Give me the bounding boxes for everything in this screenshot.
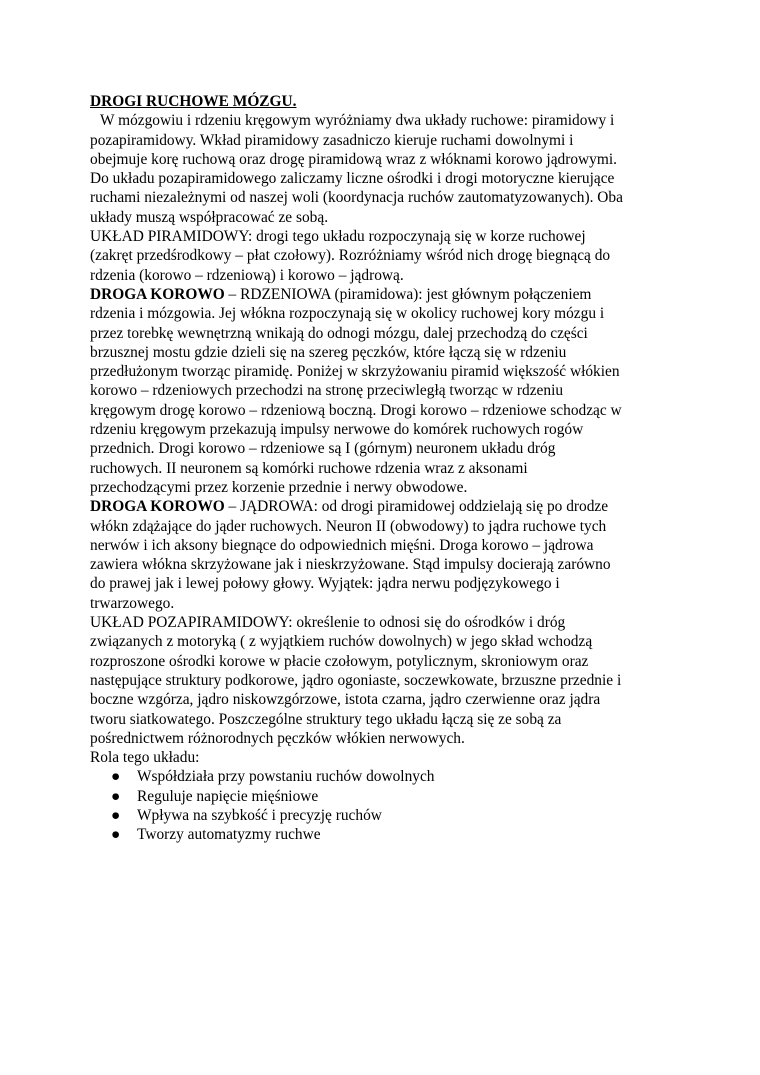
paragraph-line: następujące struktury podkorowe, jądro ogoniaste, soczewkowate, brzuszne przednie i — [90, 671, 622, 689]
list-item-text: Współdziała przy powstaniu ruchów dowolnych — [137, 768, 435, 786]
rola-list — [90, 767, 668, 844]
paragraph-line: kręgowym drogę korowo – rdzeniową boczną. Drogi korowo – rdzeniowe schodząc w — [90, 401, 622, 419]
list-item — [90, 825, 668, 844]
paragraph-line: rdzenia i mózgowia. Jej włókna rozpoczynają się w okolicy ruchowej kory mózgu i — [90, 305, 605, 323]
section-lead: DROGA KOROWO — [90, 285, 225, 303]
paragraph-line: rozproszone ośrodki korowe w płacie czołowym, potylicznym, skroniowym oraz — [90, 652, 589, 670]
paragraph-line: związanych z motoryką ( z wyjątkiem ruchów dowolnych) w jego skład wchodzą — [90, 633, 593, 651]
document-title: DROGI RUCHOWE MÓZGU. — [90, 93, 297, 110]
paragraph-line: rdzenia (korowo – rdzeniową) i korowo – jądrową. — [90, 266, 404, 284]
paragraph-line: nerwów i ich aksony biegnące do odpowiednich mięśni. Droga korowo – jądrowa — [90, 536, 594, 554]
uklad-pozapiramidowy-paragraph — [90, 613, 668, 748]
paragraph-first-line — [90, 285, 668, 304]
paragraph-line: zawiera włókna skrzyżowane jak i nieskrzyżowane. Stąd impulsy docierają zarówno — [90, 556, 611, 574]
paragraph-line: (zakręt przedśrodkowy – płat czołowy). Rozróżniamy wśród nich drogę biegnącą do — [90, 247, 611, 265]
korowo-jadrowa-paragraph — [90, 497, 668, 613]
document-page — [90, 92, 668, 845]
intro-paragraph — [90, 111, 668, 227]
intro-line: obejmuje korę ruchową oraz drogę piramidową wraz z włóknami korowo jądrowymi. — [90, 150, 617, 168]
rola-heading: Rola tego układu: — [90, 749, 200, 767]
paragraph-line: rdzeniu kręgowym przekazują impulsy nerwowe do komórek ruchowych rogów — [90, 421, 584, 439]
list-item-text: Reguluje napięcie mięśniowe — [137, 787, 319, 805]
list-item-text: Wpływa na szybkość i precyzję ruchów — [137, 806, 382, 824]
paragraph-line: UKŁAD POZAPIRAMIDOWY: określenie to odnosi się do ośrodków i dróg — [90, 614, 566, 632]
bullet-icon: ● — [111, 826, 121, 844]
intro-line: pozapiramidowy. Wkład piramidowy zasadniczo kieruje ruchami dowolnymi i — [90, 131, 574, 149]
paragraph-line: tworu siatkowatego. Poszczególne struktury tego układu łączą się ze sobą za — [90, 710, 562, 728]
section-lead-rest: – RDZENIOWA (piramidowa): jest głównym połączeniem — [224, 285, 592, 303]
bullet-icon: ● — [111, 787, 121, 805]
list-item — [90, 787, 668, 806]
paragraph-line: przednich. Drogi korowo – rdzeniowe są I (górnym) neuronem układu dróg — [90, 440, 556, 458]
paragraph-line: korowo – rdzeniowych przechodzi na stronę przeciwległą tworząc w rdzeniu — [90, 382, 564, 400]
paragraph-line: przez torebkę wewnętrzną wnikają do odnogi mózgu, dalej przechodzą do części — [90, 324, 588, 342]
paragraph-line: włókn zdążające do jąder ruchowych. Neuron II (obwodowy) to jądra ruchowe tych — [90, 517, 607, 535]
paragraph-line: pośrednictwem różnorodnych pęczków włókien nerwowych. — [90, 729, 465, 747]
list-item — [90, 806, 668, 825]
section-lead-rest: – JĄDROWA: od drogi piramidowej oddzielają się po drodze — [224, 498, 609, 516]
intro-line: układy muszą współpracować ze sobą. — [90, 208, 329, 226]
bullet-icon: ● — [111, 806, 121, 824]
intro-line: W mózgowiu i rdzeniu kręgowym wyróżniamy dwa układy ruchowe: piramidowy i — [100, 112, 615, 130]
paragraph-line: UKŁAD PIRAMIDOWY: drogi tego układu rozpoczynają się w korze ruchowej — [90, 228, 586, 246]
paragraph-first-line — [90, 497, 668, 516]
paragraph-line: trwarzowego. — [90, 594, 175, 612]
paragraph-line: boczne wzgórza, jądro niskowzgórzowe, istota czarna, jądro czerwienne oraz jądra — [90, 691, 601, 709]
uklad-piramidowy-paragraph — [90, 227, 668, 285]
paragraph-line: ruchowych. II neuronem są komórki ruchowe rdzenia wraz z aksonami — [90, 459, 528, 477]
paragraph-line: brzusznej mostu gdzie dzieli się na szereg pęczków, które łączą się w rdzeniu — [90, 343, 567, 361]
section-lead: DROGA KOROWO — [90, 498, 225, 516]
paragraph-line: przedłużonym tworząc piramidę. Poniżej w skrzyżowaniu piramid większość włókien — [90, 363, 620, 381]
bullet-icon: ● — [111, 768, 121, 786]
intro-line: ruchami niezależnymi od naszej woli (koordynacja ruchów zautomatyzowanych). Oba — [90, 189, 623, 207]
list-item — [90, 767, 668, 786]
paragraph-line: przechodzącymi przez korzenie przednie i nerwy obwodowe. — [90, 478, 468, 496]
list-item-text: Tworzy automatyzmy ruchwe — [137, 826, 321, 844]
intro-line: Do układu pozapiramidowego zaliczamy liczne ośrodki i drogi motoryczne kierujące — [90, 170, 615, 188]
korowo-rdzeniowa-paragraph — [90, 285, 668, 497]
paragraph-line: do prawej jak i lewej połowy głowy. Wyjątek: jądra nerwu podjęzykowego i — [90, 575, 560, 593]
